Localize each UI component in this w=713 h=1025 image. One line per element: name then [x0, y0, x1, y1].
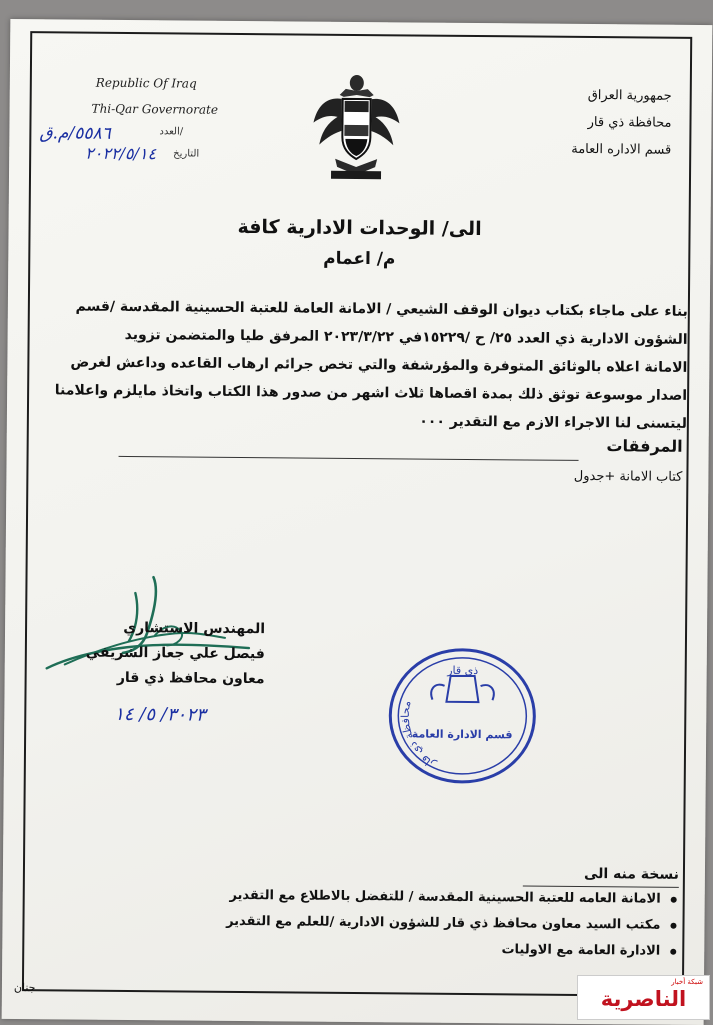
reference-block: [39, 117, 220, 179]
list-item: مكتب السيد معاون محافظ ذي قار للشؤون الادارية /للعلم مع التقدير: [226, 909, 661, 939]
attachments-text: كتاب الامانة +جدول: [573, 468, 683, 485]
header-arabic: [501, 81, 672, 163]
copies-list: [226, 883, 679, 965]
official-stamp-icon: [386, 645, 539, 786]
watermark-logo: [577, 975, 710, 1020]
copies-heading: نسخة منه الى: [583, 865, 680, 883]
header-governorate-en: Thi-Qar Governorate: [91, 101, 219, 117]
list-item: الادارة العامة مع الاوليات: [226, 935, 661, 965]
body-line: الشؤون الادارية ذي العدد ٢٥/ ح /١٥٢٢٩في ٢٠٢٣/٣/٢٢ المرفق طيا والمتضمن تزويد: [124, 326, 688, 348]
watermark-name: الناصرية: [600, 987, 687, 1011]
signer-position: معاون محافظ ذي قار: [116, 669, 265, 688]
watermark-tagline: شبكة أخبار: [671, 978, 703, 986]
reference-number-label: العدد/: [159, 126, 184, 138]
signer-name: فيصل علي جعاز الشريفي: [85, 644, 265, 663]
body-line: بناء على ماجاء بكتاب ديوان الوقف الشيعي / الامانة العامة للعتبة الحسينية المقدسة /قسم: [75, 298, 688, 320]
subject-line: م/ اعمام: [323, 248, 396, 270]
header-governorate-ar: محافظة ذي قار: [587, 114, 672, 131]
header-english: [71, 69, 271, 123]
stamp-top-text: ذي قار: [447, 663, 479, 678]
body-line: اصدار موسوعة توثق ذلك بمدة اقصاها ثلاث اشهر من صدور هذا الكتاب واتخاذ مايلزم واعلامنا: [54, 382, 688, 404]
reference-date: ٢٠٢٢/٥/١٤: [85, 143, 157, 164]
signature-block: [65, 615, 266, 692]
header-country-en: Republic Of Iraq: [95, 75, 197, 91]
header-department-ar: قسم الاداره العامة: [571, 141, 672, 158]
letter-body: [35, 292, 688, 438]
signature-date: ٣٠٢٣/ ٥/ ١٤: [114, 703, 206, 726]
reference-date-label: التاريخ: [173, 148, 200, 160]
body-line: ليتسنى لنا الاجراء الازم مع التقدير ٠٠٠: [419, 413, 687, 432]
document-page: [2, 19, 713, 1025]
signer-title: المهندس الاستشاري: [123, 619, 266, 638]
body-line: الامانة اعلاه بالوثائق المتوفرة والمؤرشفة والتي تخص جرائم ارهاب القاعده وداعش لغرض: [70, 354, 688, 376]
addressee-line: الى/ الوحدات الادارية كافة: [237, 215, 482, 241]
iraq-eagle-emblem-icon: [309, 67, 405, 188]
stamp-bottom-text: قسم الادارة العامة: [411, 727, 513, 742]
stamp-ring-path-text: محافظة ذي قار: [398, 699, 438, 772]
header-country-ar: جمهورية العراق: [587, 87, 672, 104]
reference-number: ٥٥٨٦/م.ق: [39, 123, 111, 144]
typist-initials: جنان: [13, 981, 36, 995]
attachments-heading: المرفقات: [606, 436, 683, 456]
list-item: الامانة العامه للعتبة الحسينية المقدسة / للتفضل بالاطلاع مع التقدير: [226, 883, 661, 913]
